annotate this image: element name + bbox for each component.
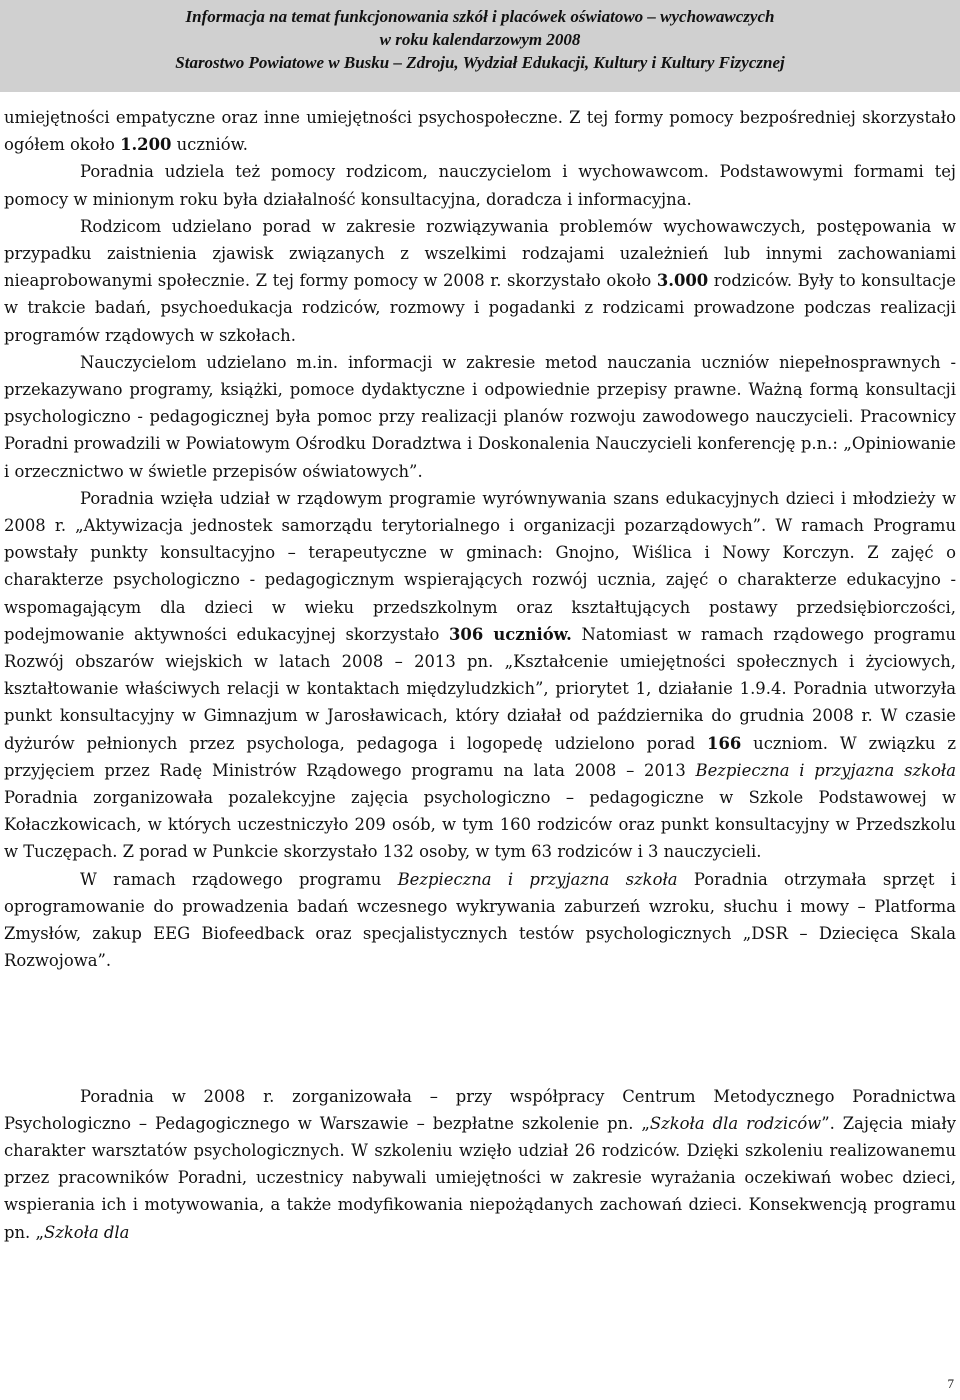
paragraph-3: Rodzicom udzielano porad w zakresie rozwiązywania problemów wychowawczych, postępowania w przypadku zaistnienia zjawisk związanych z wszelkimi rodzajami uzależnień lub innymi zachowaniami nieaprobowanymi społecznie. Z tej formy pomocy w 2008 r. skorzystało około 3.000 rodziców. Były to konsultacje w trakcie badań, psychoedukacja rodziców, rozmowy i pogadanki z rodzicami prowadzone podczas realizacji programów rządowych w szkołach. [4,216,956,345]
paragraph-2: Poradnia udziela też pomocy rodzicom, nauczycielom i wychowawcom. Podstawowymi formami tej pomocy w minionym roku była działalność konsultacyjna, doradcza i informacyjna. [4,162,956,209]
page-number: 7 [947,1376,954,1391]
paragraph-5: Poradnia wzięła udział w rządowym programie wyrównywania szans edukacyjnych dzieci i młodzieży w 2008 r. „Aktywizacja jednostek samorządu terytorialnego i organizacji pozarządowych”. W ramach Programu powstały punkty konsultacyjno – terapeutyczne w gminach: Gnojno, Wiślica i Nowy Korczyn. Z zajęć o charakterze psychologiczno - pedagogicznym wspierających rozwój ucznia, zajęć o charakterze edukacyjno - wspomagającym dla dzieci w wieku przedszkolnym oraz kształtujących postawy przedsiębiorczości, podejmowanie aktywności edukacyjnej skorzystało 306 uczniów. Natomiast w ramach rządowego programu Rozwój obszarów wiejskich w latach 2008 – 2013 pn. „Kształcenie umiejętności społecznych i życiowych, kształtowanie właściwych relacji w kontaktach międzyludzkich”, priorytet 1, działanie 1.9.4. Poradnia utworzyła punkt konsultacyjny w Gimnazjum w Jarosławicach, który działał od października do grudnia 2008 r. W czasie dyżurów pełnionych przez psychologa, pedagoga i logopedę udzielono porad 166 uczniom. W związku z przyjęciem przez Radę Ministrów Rządowego programu na lata 2008 – 2013 Bezpieczna i przyjazna szkoła Poradnia zorganizowała pozalekcyjne zajęcia psychologiczno – pedagogiczne w Szkole Podstawowej w Kołaczkowicach, w których uczestniczyło 209 osób, w tym 160 rodziców oraz punkt konsultacyjny w Przedszkolu w Tuczępach. Z porad w Punkcie skorzystało 132 osoby, w tym 63 rodziców i 3 nauczycieli. [4,488,956,862]
paragraph-gap [4,975,956,1083]
paragraph-6: W ramach rządowego programu Bezpieczna i przyjazna szkoła Poradnia otrzymała sprzęt i oprogramowanie do prowadzenia badań wczesnego wykrywania zaburzeń wzroku, słuchu i mowy – Platforma Zmysłów, zakup EEG Biofeedback oraz specjalistycznych testów psychologicznych „DSR – Dziecięca Skala Rozwojowa”. [4,869,956,971]
header-title: Informacja na temat funkcjonowania szkół i placówek oświatowo – wychowawczych [185,7,775,26]
page-header [0,0,960,92]
header-year: w roku kalendarzowym 2008 [379,30,581,49]
header-office: Starostwo Powiatowe w Busku – Zdroju, Wydział Edukacji, Kultury i Kultury Fizycznej [175,53,785,72]
paragraph-1: umiejętności empatyczne oraz inne umiejętności psychospołeczne. Z tej formy pomocy bezpośredniej skorzystało ogółem około 1.200 uczniów. [4,108,956,155]
document-body [4,104,956,1246]
paragraph-4: Nauczycielom udzielano m.in. informacji w zakresie metod nauczania uczniów niepełnosprawnych - przekazywano programy, książki, pomoce dydaktyczne i odpowiednie przepisy prawne. Ważną formą konsultacji psychologiczno - pedagogicznej była pomoc przy realizacji planów rozwoju zawodowego nauczycieli. Pracownicy Poradni prowadzili w Powiatowym Ośrodku Doradztwa i Doskonalenia Nauczycieli konferencję p.n.: „Opiniowanie i orzecznictwo w świetle przepisów oświatowych”. [4,352,956,481]
paragraph-7: Poradnia w 2008 r. zorganizowała – przy współpracy Centrum Metodycznego Poradnictwa Psychologiczno – Pedagogicznego w Warszawie – bezpłatne szkolenie pn. „Szkoła dla rodziców”. Zajęcia miały charakter warsztatów psychologicznych. W szkoleniu wzięło udział 26 rodziców. Dzięki szkoleniu realizowanemu przez pracowników Poradni, uczestnicy nabywali umiejętności w zakresie wyrażania oczekiwań wobec dzieci, wspierania ich i motywowania, a także modyfikowania niepożądanych zachowań dzieci. Konsekwencją programu pn. „Szkoła dla [4,1086,956,1242]
